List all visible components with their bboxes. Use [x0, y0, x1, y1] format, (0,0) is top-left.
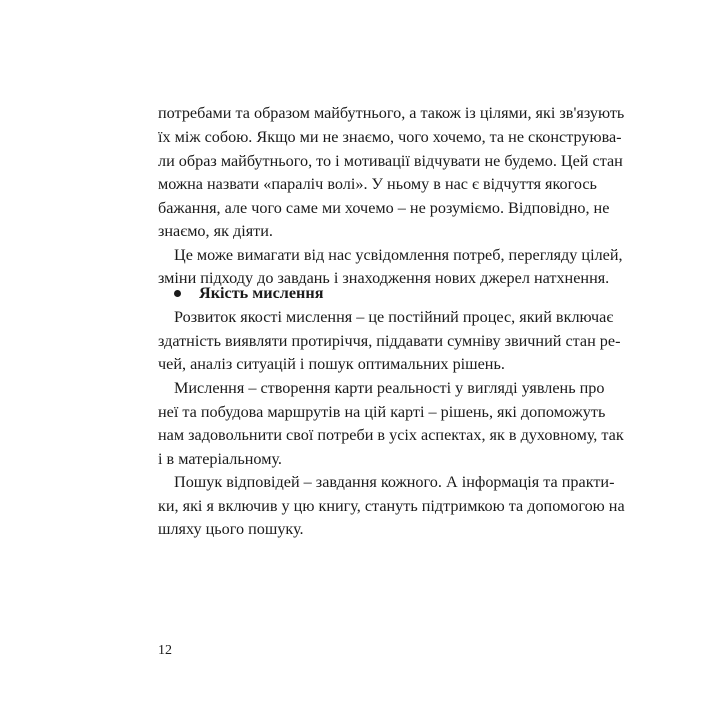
bullet-icon	[174, 290, 181, 297]
text-line: Це може вимагати від нас усвідомлення потреб, перегляду цілей,	[174, 246, 623, 264]
text-line: Пошук відповідей – завдання кожного. А інформація та практи-	[174, 473, 615, 491]
text-line: ки, які я включив у цю книгу, стануть підтримкою та допомогою на	[158, 497, 625, 515]
text-line: і в матеріальному.	[158, 450, 282, 468]
text-line: бажання, але чого саме ми хочемо – не розуміємо. Відповідно, не	[158, 199, 610, 217]
text-line: шляху цього пошуку.	[158, 520, 304, 538]
section-heading: Якість мислення	[199, 284, 324, 302]
text-line: ли образ майбутнього, то і мотивації відчувати не будемо. Цей стан	[158, 152, 623, 170]
text-line: зміни підходу до завдань і знаходження нових джерел натхнення.	[158, 269, 610, 287]
text-line: можна назвати «параліч волі». У ньому в нас є відчуття якогось	[158, 175, 597, 193]
text-line: здатність виявляти протиріччя, піддавати сумніву звичний стан ре-	[158, 332, 621, 350]
text-line: знаємо, як діяти.	[158, 222, 273, 240]
page-number: 12	[158, 643, 172, 658]
text-line: Мислення – створення карти реальності у вигляді уявлень про	[174, 379, 605, 397]
text-line: їх між собою. Якщо ми не знаємо, чого хочемо, та не сконструюва-	[158, 128, 622, 146]
text-line: потребами та образом майбутнього, а також із цілями, які зв'язують	[158, 104, 625, 122]
text-line: чей, аналіз ситуацій і пошук оптимальних рішень.	[158, 355, 505, 373]
text-line: нам задовольнити свої потреби в усіх аспектах, як в духовному, так	[158, 426, 624, 444]
text-line: Розвиток якості мислення – це постійний процес, який включає	[174, 308, 614, 326]
text-line: неї та побудова маршрутів на цій карті – рішень, які допоможуть	[158, 403, 606, 421]
